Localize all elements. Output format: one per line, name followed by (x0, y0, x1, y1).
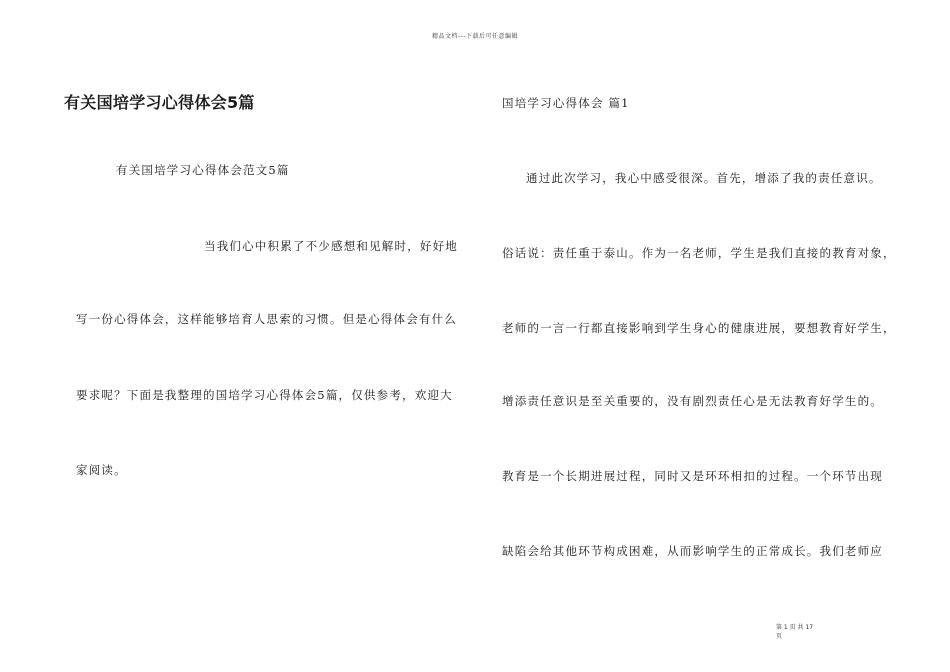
header-note: 精品文档---下载后可任意编辑 (432, 33, 518, 40)
paragraph-line: 写一份心得体会，这样能够培育人思索的习惯。但是心得体会有什么 (76, 312, 457, 326)
paragraph-line: 家阅读。 (76, 463, 127, 477)
paragraph-line: 增添责任意识是至关重要的，没有剧烈责任心是无法教育好学生的。 (502, 394, 883, 408)
page-number-line: 第 1 页 共 17 (776, 624, 814, 631)
subtitle: 有关国培学习心得体会范文5篇 (116, 163, 290, 177)
page-number (776, 623, 813, 641)
document-title: 有关国培学习心得体会5篇 (64, 93, 255, 112)
section-heading: 国培学习心得体会 篇1 (502, 96, 630, 110)
paragraph-line: 俗话说：责任重于泰山。作为一名老师，学生是我们直接的教育对象， (502, 246, 896, 260)
paragraph-line: 教育是一个长期进展过程，同时又是环环相扣的过程。一个环节出现 (502, 469, 883, 483)
paragraph-line: 缺陷会给其他环节构成困难，从而影响学生的正常成长。我们老师应 (502, 544, 883, 558)
paragraph-line: 当我们心中积累了不少感想和见解时，好好地 (204, 239, 458, 253)
paragraph-line: 通过此次学习，我心中感受很深。首先，增添了我的责任意识。 (526, 171, 882, 185)
paragraph-line: 要求呢？下面是我整理的国培学习心得体会5篇，仅供参考，欢迎大 (76, 388, 453, 402)
page-number-line: 页 (776, 633, 783, 640)
paragraph-line: 老师的一言一行都直接影响到学生身心的健康进展，要想教育好学生， (502, 321, 896, 335)
